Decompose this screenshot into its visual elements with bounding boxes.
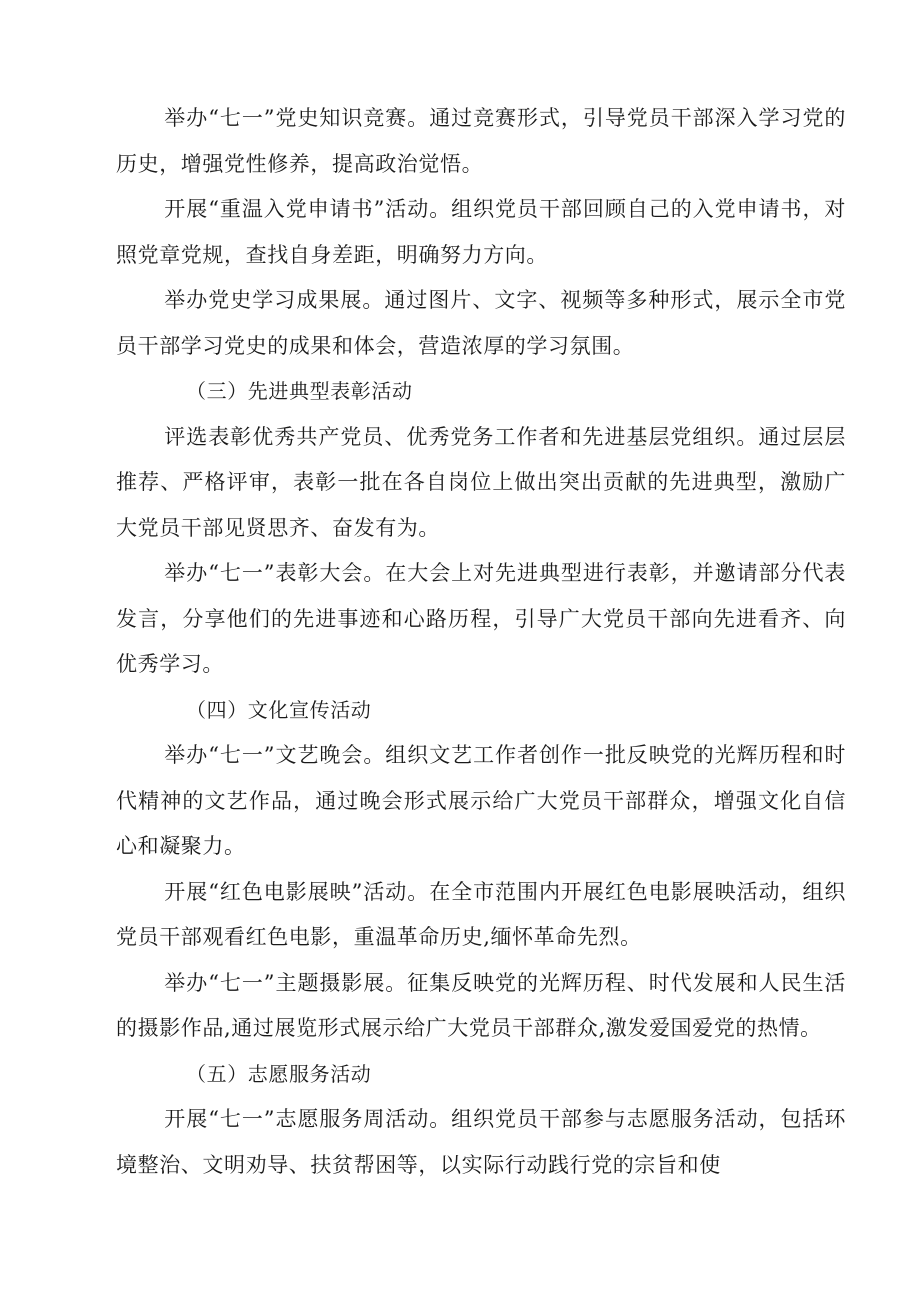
paragraph-photo-exhibition: 举办“七一”主题摄影展。征集反映党的光辉历程、时代发展和人民生活的摄影作品,通过展览形式展示给广大党员干部群众,激发爱国爱党的热情。 (116, 970, 846, 1040)
paragraph-volunteer-week: 开展“七一”志愿服务周活动。组织党员干部参与志愿服务活动，包括环境整治、文明劝导、扶贫帮困等，以实际行动践行党的宗旨和使 (116, 1107, 846, 1177)
paragraph-learning-exhibition: 举办党史学习成果展。通过图片、文字、视频等多种形式，展示全市党员干部学习党史的成果和体会，营造浓厚的学习氛围。 (116, 288, 846, 358)
section-heading-4: （四）文化宣传活动 (186, 697, 372, 722)
paragraph-art-gala: 举办“七一”文艺晚会。组织文艺工作者创作一批反映党的光辉历程和时代精神的文艺作品，通过晚会形式展示给广大党员干部群众，增强文化自信心和凝聚力。 (116, 743, 846, 858)
paragraph-commendation-selection: 评选表彰优秀共产党员、优秀党务工作者和先进基层党组织。通过层层推荐、严格评审，表彰一批在各自岗位上做出突出贡献的先进典型，激励广大党员干部见贤思齐、奋发有为。 (116, 424, 846, 540)
paragraph-application-review: 开展“重温入党申请书”活动。组织党员干部回顾自己的入党申请书，对照党章党规，查找自身差距，明确努力方向。 (116, 197, 846, 267)
paragraph-red-film: 开展“红色电影展映”活动。在全市范围内开展红色电影展映活动，组织党员干部观看红色电影，重温革命历史,缅怀革命先烈。 (116, 879, 846, 949)
paragraph-commendation-meeting: 举办“七一”表彰大会。在大会上对先进典型进行表彰，并邀请部分代表发言，分享他们的先进事迹和心路历程，引导广大党员干部向先进看齐、向优秀学习。 (116, 561, 846, 676)
paragraph-party-history-quiz: 举办“七一”党史知识竞赛。通过竞赛形式，引导党员干部深入学习党的历史，增强党性修养，提高政治觉悟。 (116, 106, 846, 176)
document-body (116, 96, 846, 1188)
section-heading-3: （三）先进典型表彰活动 (186, 379, 413, 403)
section-heading-5: （五）志愿服务活动 (186, 1061, 372, 1086)
